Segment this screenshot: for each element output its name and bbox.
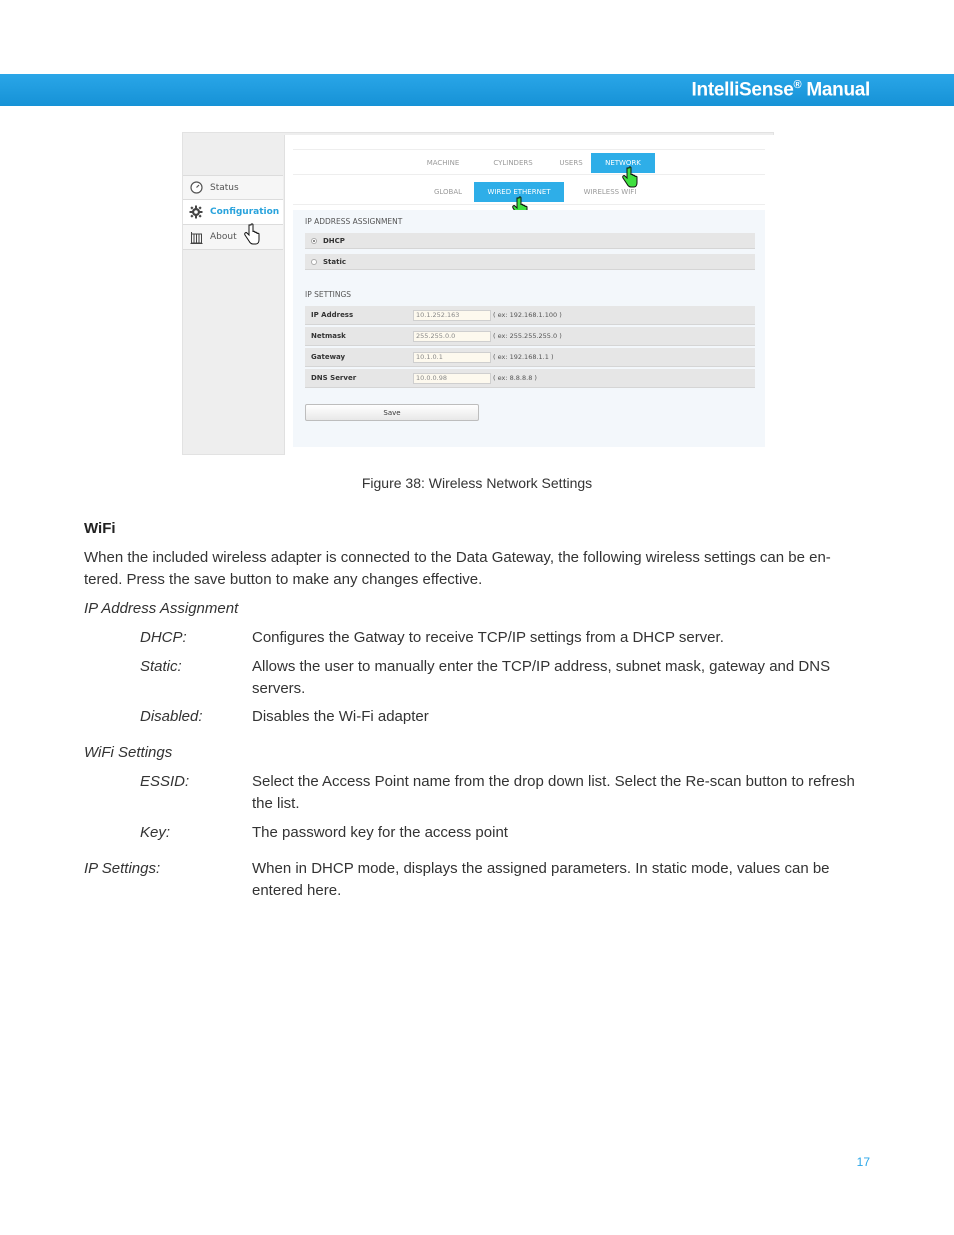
tab-wireless-wifi[interactable]: WIRELESS WIFI xyxy=(583,188,637,196)
tab-global[interactable]: GLOBAL xyxy=(433,188,463,196)
text-line: Allows the user to manually enter the TCP/IP address, subnet mask, gateway and DNS xyxy=(252,658,831,675)
ip-assignment-heading: IP Address Assignment xyxy=(84,600,239,617)
field-label: Netmask xyxy=(311,332,346,340)
desc-disabled xyxy=(252,706,872,728)
dns-server-row xyxy=(305,369,755,388)
hand-cursor-icon xyxy=(243,223,261,247)
text-line: Select the Access Point name from the drop down list. Select the Re-scan button to refresh xyxy=(252,773,855,790)
field-example: ( ex: 255.255.255.0 ) xyxy=(493,332,562,340)
tab-machine[interactable]: MACHINE xyxy=(426,159,460,167)
tab-wired-ethernet[interactable]: WIRED ETHERNET xyxy=(474,182,564,202)
sidebar-item-label: Status xyxy=(210,182,239,193)
desc-essid xyxy=(252,771,872,815)
text-line: entered here. xyxy=(252,882,342,899)
field-example: ( ex: 192.168.1.1 ) xyxy=(493,353,554,361)
gear-icon xyxy=(189,205,203,219)
config-sidebar xyxy=(183,175,283,250)
tab-network[interactable]: NETWORK xyxy=(591,153,655,173)
text-line: the list. xyxy=(252,795,300,812)
sidebar-item-configuration[interactable] xyxy=(183,200,283,225)
gateway-input[interactable]: 10.1.0.1 xyxy=(413,352,491,363)
manual-title: IntelliSense® Manual xyxy=(691,79,870,101)
netmask-input[interactable]: 255.255.0.0 xyxy=(413,331,491,342)
sidebar-item-label: About xyxy=(210,232,237,242)
text-line: servers. xyxy=(252,680,306,697)
text-line: tered. Press the save button to make any changes effective. xyxy=(84,571,483,588)
network-form xyxy=(293,210,765,447)
term-key: Key: xyxy=(140,824,171,841)
network-settings-screenshot xyxy=(182,132,774,455)
radio-static[interactable] xyxy=(305,254,755,270)
field-label: IP Address xyxy=(311,311,354,319)
figure-caption: Figure 38: Wireless Network Settings xyxy=(361,475,593,491)
gateway-row xyxy=(305,348,755,367)
term-essid: ESSID: xyxy=(140,773,190,790)
tab-cylinders[interactable]: CYLINDERS xyxy=(493,159,533,167)
netmask-row xyxy=(305,327,755,346)
desc-key xyxy=(252,822,872,844)
text-line: Configures the Gatway to receive TCP/IP settings from a DHCP server. xyxy=(252,629,724,646)
sidebar-item-label: Configuration xyxy=(210,207,280,217)
radio-selected-icon xyxy=(311,238,317,244)
dns-server-input[interactable]: 10.0.0.98 xyxy=(413,373,491,384)
ip-address-input[interactable]: 10.1.252.163 xyxy=(413,310,491,321)
desc-static xyxy=(252,656,872,700)
ip-settings-label: IP SETTINGS xyxy=(305,290,352,299)
section-heading: WiFi xyxy=(84,520,116,537)
term-disabled: Disabled: xyxy=(140,708,203,725)
radio-label: DHCP xyxy=(323,236,345,245)
text-line: When in DHCP mode, displays the assigned parameters. In static mode, values can be xyxy=(252,860,830,877)
field-example: ( ex: 192.168.1.100 ) xyxy=(493,311,562,319)
wifi-settings-heading: WiFi Settings xyxy=(84,744,173,761)
sidebar-item-status[interactable] xyxy=(183,175,283,200)
term-ip-settings: IP Settings: xyxy=(84,860,161,877)
text-line: Disables the Wi-Fi adapter xyxy=(252,708,429,725)
tab-users[interactable]: USERS xyxy=(559,159,583,167)
intro-paragraph xyxy=(84,547,864,591)
ip-assignment-label: IP ADDRESS ASSIGNMENT xyxy=(305,217,403,226)
term-dhcp: DHCP: xyxy=(140,629,187,646)
header-bar xyxy=(0,74,954,106)
ip-address-row xyxy=(305,306,755,325)
sidebar-item-about[interactable] xyxy=(183,225,283,250)
field-label: Gateway xyxy=(311,353,346,361)
radio-unselected-icon xyxy=(311,259,317,265)
text-line: When the included wireless adapter is connected to the Data Gateway, the following wireless settings can be en- xyxy=(84,549,831,566)
page-number: 17 xyxy=(856,1155,870,1169)
field-label: DNS Server xyxy=(311,374,357,382)
field-example: ( ex: 8.8.8.8 ) xyxy=(493,374,537,382)
radio-dhcp[interactable] xyxy=(305,233,755,249)
settings-panel xyxy=(284,135,774,455)
building-icon xyxy=(189,230,203,244)
desc-dhcp xyxy=(252,627,872,649)
top-tab-bar xyxy=(293,149,765,175)
gauge-icon xyxy=(189,181,203,195)
sub-tab-bar xyxy=(293,179,765,205)
desc-ip-settings xyxy=(252,858,872,902)
save-button[interactable]: Save xyxy=(305,404,479,421)
radio-label: Static xyxy=(323,257,347,266)
term-static: Static: xyxy=(140,658,182,675)
text-line: The password key for the access point xyxy=(252,824,508,841)
